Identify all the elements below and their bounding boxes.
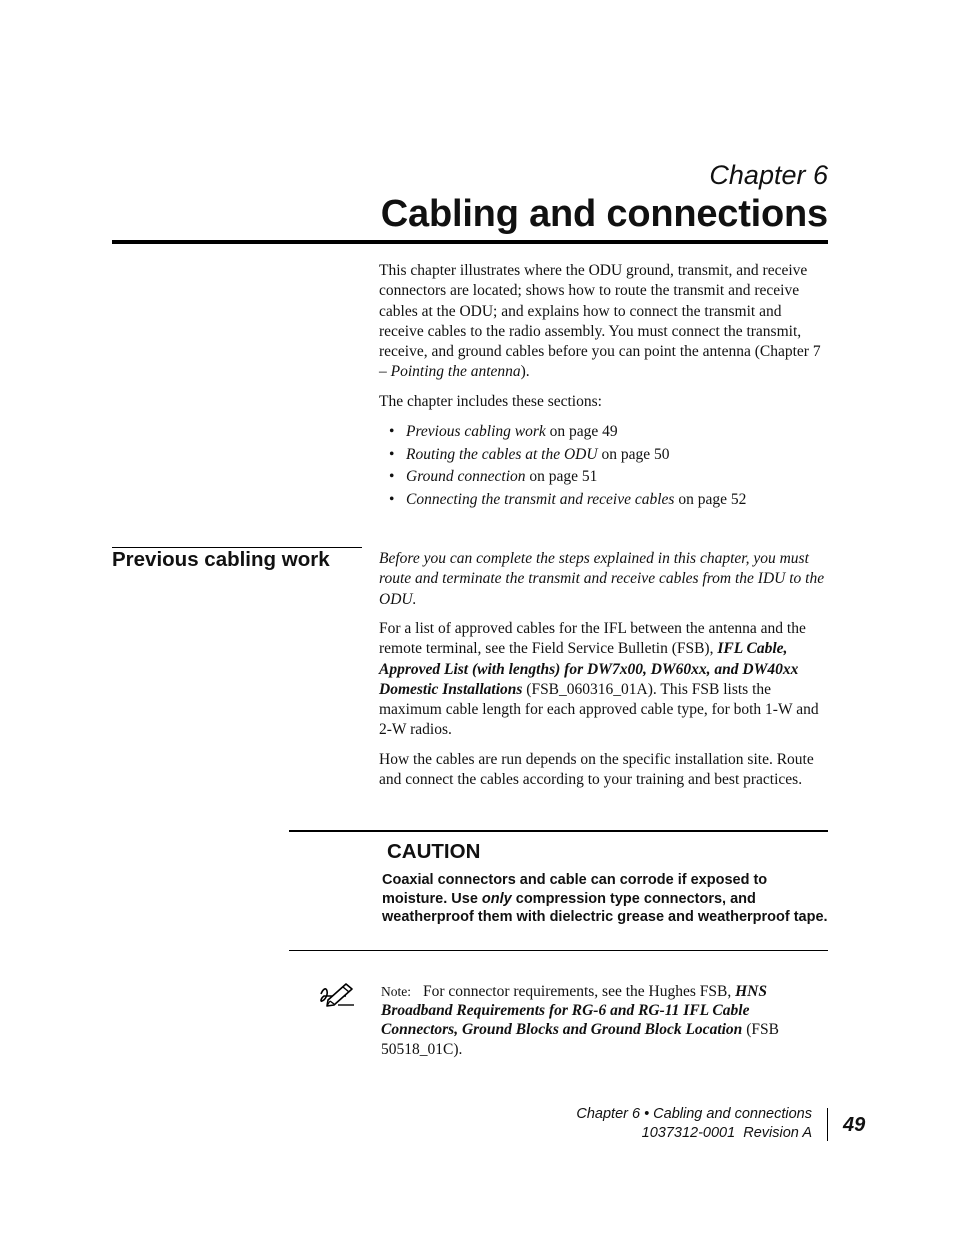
note-block [381, 982, 811, 1059]
section-list [389, 421, 829, 512]
caution-text [382, 871, 828, 927]
bullet-icon: • [389, 423, 395, 440]
section-heading: Previous cabling work [112, 548, 330, 571]
intro-chapter-reference: Pointing the antenna [390, 363, 521, 381]
caution-emphasis: only [481, 890, 512, 907]
intro-text: This chapter illustrates where the ODU ground, transmit, and receive connectors are located; shows how to route the transmit and receive cables at the ODU; and explains how to connect the transmit and receive cables to the radio assembly. You must connect the transmit, receive, and ground cables before you can point the antenna (Chapter 7 – [379, 262, 821, 381]
sections-lead [379, 392, 829, 412]
caution-text-start: Coaxial connectors and cable can corrode if exposed to moisture. Use [382, 872, 768, 907]
note-text-end: (FSB 50518_01C). [381, 1021, 779, 1058]
prerequisite-paragraph [379, 549, 829, 610]
footer-rule [827, 1108, 828, 1141]
cable-list-text-end: (FSB_060316_01A). This FSB lists the maximum cable length for each approved cable type, for both 1-W and 2-W radios. [379, 680, 819, 739]
note-text: For connector requirements, see the Hughes FSB, [423, 983, 736, 1000]
list-item [389, 466, 829, 489]
list-item [389, 421, 829, 444]
bullet-icon: • [389, 491, 395, 509]
chapter-title: Cabling and connections [380, 193, 828, 235]
chapter-label: Chapter 6 [709, 160, 828, 190]
caution-text-end: compression type connectors, and weatherproof them with dielectric grease and weatherproof tape. [382, 890, 828, 925]
caution-heading: CAUTION [387, 840, 481, 863]
fsb-reference: IFL Cable, Approved List (with lengths) for DW7x00, DW60xx, and DW40xx Domestic Installations [379, 640, 799, 698]
footer-chapter: Chapter 6 • Cabling and connections [576, 1106, 812, 1122]
toc-page-ref: on page 51 [525, 468, 598, 486]
cable-list-paragraph [379, 619, 829, 741]
toc-link-routing-cables[interactable]: Routing the cables at the ODU [406, 445, 598, 463]
title-rule [112, 240, 828, 244]
note-fsb-reference: HNS Broadband Requirements for RG-6 and RG-11 IFL Cable Connectors, Ground Blocks and Ground Block Location [381, 983, 767, 1039]
installation-text: How the cables are run depends on the specific installation site. Route and connect the cables according to your training and best practices. [379, 751, 814, 789]
bullet-icon: • [389, 445, 395, 463]
intro-text-end: ). [520, 363, 530, 381]
toc-link-ground-connection[interactable]: Ground connection [406, 468, 526, 486]
caution-bottom-rule [289, 950, 828, 951]
toc-link-connecting-cables[interactable]: Connecting the transmit and receive cables [406, 491, 675, 509]
intro-paragraph [379, 261, 829, 383]
toc-link-previous-cabling-work[interactable]: Previous cabling work [406, 423, 546, 440]
page-number: 49 [843, 1114, 866, 1136]
installation-paragraph [379, 750, 829, 791]
toc-page-ref: on page 49 [545, 423, 618, 440]
cable-list-text: For a list of approved cables for the IFL between the antenna and the remote terminal, see the Field Service Bulletin (FSB), [379, 620, 806, 658]
list-item [389, 444, 829, 467]
prerequisite-text: Before you can complete the steps explained in this chapter, you must route and terminate the transmit and receive cables from the IDU to the ODU. [379, 550, 825, 608]
list-item [389, 489, 829, 512]
caution-top-rule [289, 830, 828, 832]
toc-page-ref: on page 50 [597, 445, 670, 463]
bullet-icon: • [389, 468, 395, 486]
footer-revision: 1037312-0001 Revision A [641, 1125, 812, 1141]
toc-page-ref: on page 52 [674, 491, 747, 509]
note-label: Note: [381, 984, 411, 999]
sections-lead-text: The chapter includes these sections: [379, 393, 602, 410]
pencil-note-icon [318, 980, 356, 1008]
